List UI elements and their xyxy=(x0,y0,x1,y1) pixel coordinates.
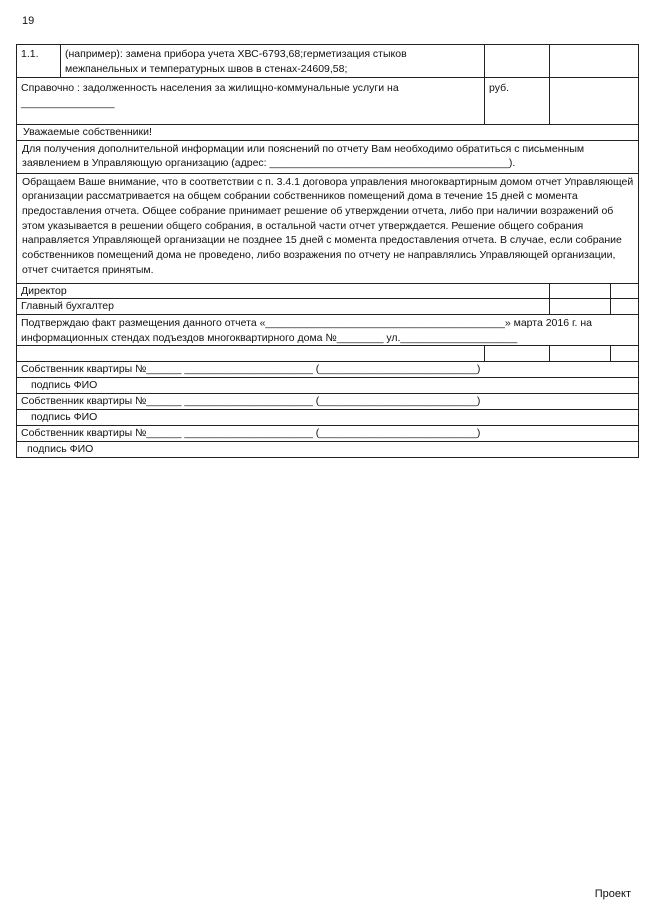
owner-line: Собственник квартиры №______ ______________________ (___________________________) xyxy=(17,394,639,410)
item-cell-empty xyxy=(485,45,550,78)
owner-sign-row xyxy=(17,410,639,426)
owner-sign: подпись ФИО xyxy=(17,378,639,394)
page-number: 19 xyxy=(22,15,35,27)
accountant-name xyxy=(611,299,639,315)
owner-row xyxy=(17,362,639,378)
row-example-item xyxy=(17,45,639,78)
contact-text: Для получения дополнительной информации или пояснений по отчету Вам необходимо обратиться с письменным заявлением в Управляющую организацию (адрес: _________________________________________). xyxy=(17,140,639,173)
owner-sign-row xyxy=(17,442,639,458)
blank-cell xyxy=(550,346,611,362)
owner-line: Собственник квартиры №______ ______________________ (___________________________) xyxy=(17,426,639,442)
blank-cell xyxy=(611,346,639,362)
report-table xyxy=(16,44,639,458)
item-number: 1.1. xyxy=(17,45,61,78)
row-blank xyxy=(17,346,639,362)
owner-row xyxy=(17,426,639,442)
row-debt xyxy=(17,78,639,125)
debt-label: Справочно : задолженность населения за жилищно-коммунальные услуги на ________________ xyxy=(17,78,485,125)
blank-cell xyxy=(17,346,485,362)
notice-text: Обращаем Ваше внимание, что в соответствии с п. 3.4.1 договора управления многоквартирным домом отчет Управляющей организации рассматривается на общем собрании собственников помещений дома в течение 15 дней с момента предоставления отчета. Общее собрание принимает решение об утверждении отчета, либо при наличии возражений об этом указывается в решении общего собрания, в остальной части отчет утверждается. Решение общего собрания направляется Управляющей организации не позднее 15 дней с момента предоставления отчета. В случае, если собрание собственников помещений дома не проведено, либо возражения по отчету не направлялись Управляющей организации, отчет считается принятым. xyxy=(17,173,639,283)
owner-sign-row xyxy=(17,378,639,394)
item-cell-empty xyxy=(550,45,639,78)
row-director xyxy=(17,283,639,299)
owner-row xyxy=(17,394,639,410)
row-confirm xyxy=(17,315,639,346)
item-text: (например): замена прибора учета ХВС-6793,68;герметизация стыков межпанельных и температурных швов в стенах-24609,58; xyxy=(61,45,485,78)
greeting: Уважаемые собственники! xyxy=(17,125,639,141)
footer-label: Проект xyxy=(594,888,631,900)
debt-unit: руб. xyxy=(485,78,550,125)
director-sign xyxy=(550,283,611,299)
owner-sign: подпись ФИО xyxy=(17,410,639,426)
row-contact xyxy=(17,140,639,173)
director-name xyxy=(611,283,639,299)
owner-sign: подпись ФИО xyxy=(17,442,639,458)
blank-cell xyxy=(485,346,550,362)
row-accountant xyxy=(17,299,639,315)
owner-line: Собственник квартиры №______ ______________________ (___________________________) xyxy=(17,362,639,378)
accountant-sign xyxy=(550,299,611,315)
confirm-text: Подтверждаю факт размещения данного отчета «_________________________________________» марта 2016 г. на информационных стендах подъездов многоквартирного дома №________ ул.____________________ xyxy=(17,315,639,346)
accountant-label: Главный бухгалтер xyxy=(17,299,550,315)
director-label: Директор xyxy=(17,283,550,299)
debt-value xyxy=(550,78,639,125)
row-greeting xyxy=(17,125,639,141)
row-notice xyxy=(17,173,639,283)
